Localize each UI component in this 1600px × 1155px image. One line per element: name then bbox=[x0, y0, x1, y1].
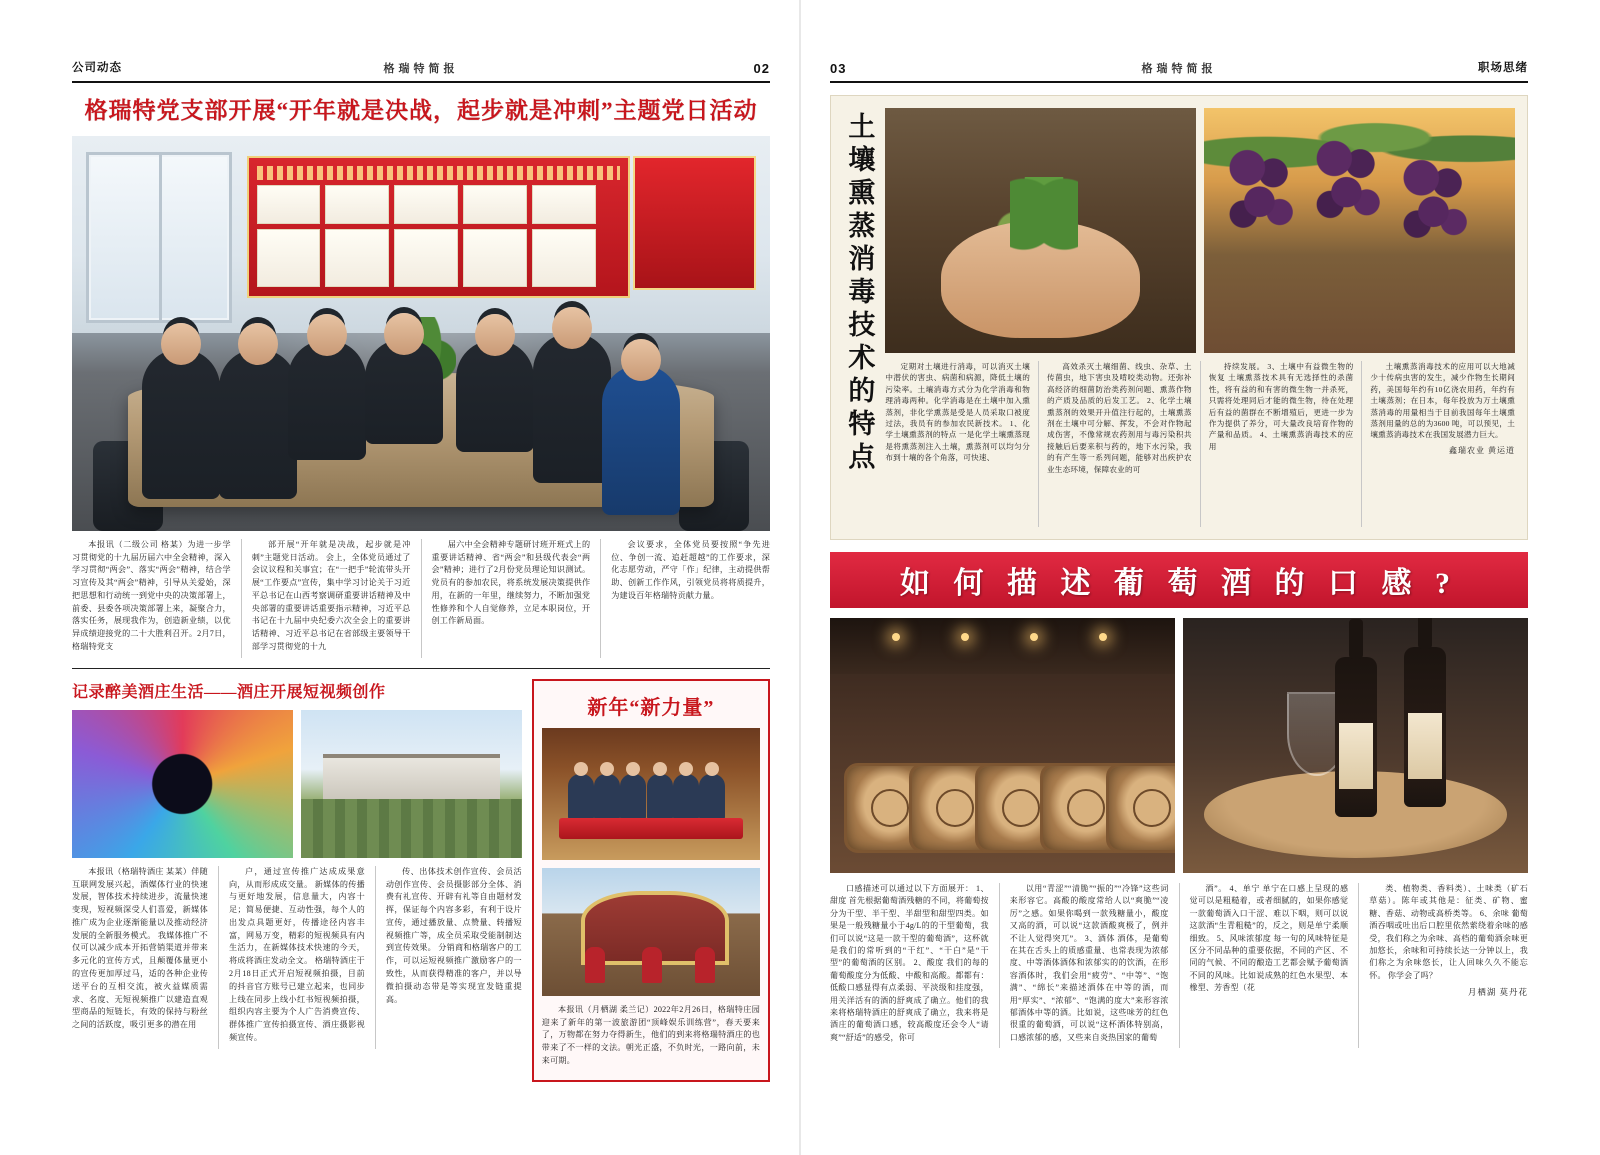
short-video-headline: 记录醉美酒庄生活——酒庄开展短视频创作 bbox=[72, 683, 386, 701]
feature-col-4: 土壤熏蒸消毒技术的应用可以大地减少十传病虫害的发生，减少作物生长期间药，美国每年约有10亿浇农用药，年约有土壤蒸剂；在日本，每年投放为万土壤熏蒸消毒的用量相当于目前我国每年土壤熏蒸剂用量的总的为3600 吨，可以预见，土壤熏蒸消毒技术在我国发展潜力巨大。 鑫瑞农业 黄运道 bbox=[1370, 362, 1516, 455]
left-masthead bbox=[72, 55, 770, 83]
wine-article-byline: 月栖湖 莫丹花 bbox=[1467, 987, 1528, 998]
lead-headline: 格瑞特党支部开展“开年就是决战，起步就是冲刺”主题党日活动 bbox=[84, 98, 758, 123]
spread-gutter bbox=[799, 0, 801, 1155]
column-divider bbox=[375, 866, 376, 1049]
wine-taste-banner bbox=[830, 552, 1528, 608]
left-section-label: 公司动态 bbox=[72, 62, 122, 74]
feature-col-3: 持续发展。 3、土壤中有益微生物的恢复 土壤熏蒸技术具有无选择性的杀菌性，将有益的和有害的微生物一并杀死，只需将处理同后才能的微生物，待在处理后有益的菌群在不断增殖后，更进一步为作为提供了养分，可大量改良培育作物的产量和品质。 4、土壤熏蒸消毒技术的应用 bbox=[1208, 362, 1354, 451]
column-divider bbox=[1038, 361, 1039, 527]
team-banner-photo bbox=[542, 728, 760, 860]
right-paper-name: 格瑞特简报 bbox=[1141, 63, 1217, 75]
barrel-cellar-photo bbox=[830, 618, 1175, 873]
left-paper-name: 格瑞特简报 bbox=[383, 63, 459, 75]
party-meeting-photo bbox=[72, 136, 770, 531]
vineyard-grapes-photo bbox=[1204, 108, 1515, 353]
column-divider bbox=[241, 539, 242, 658]
short-video-photos bbox=[72, 710, 522, 858]
column-divider bbox=[1179, 883, 1180, 1048]
gate-ceremony-photo bbox=[542, 868, 760, 996]
red-banner-board bbox=[247, 156, 631, 298]
wine-taste-banner-title: 如 何 描 述 葡 萄 酒 的 口 感 ? bbox=[900, 567, 1458, 600]
feature-col-1: 定期对土壤进行消毒，可以消灭土壤中潜伏的害虫、病菌和病源，降低土壤的污染率。土壤消毒方式分为化学消毒和物理消毒两种。化学消毒是在土壤中加入熏蒸剂，非化学熏蒸是受是人员采取口被度过法，我员有的参加农民新技术。 1、化学土壤熏蒸剂的特点 一是化学土壤熏蒸现是将熏蒸剂注入土壤，熏蒸剂可以均匀分布到十壤的各个角落，可快速、 bbox=[885, 362, 1031, 463]
column-divider bbox=[1361, 361, 1362, 527]
sv-col-2: 户，通过宣传推广达成成果意向，从而形成成交量。 新媒体的传播与更好地发展，信息量大，内容十足；简易便捷、互动性强，每个人的出发点具题更好，传播途径内容丰富，网易万变，精彩的短视频具有内生活力，在新媒体技术快速的今天，将成将酒庄发动全文。 格瑞特酒庄于2月18日正式开启短视频拍摄，目前的抖音官方账号已建立起来，也同步上线在同步上线小红书短视频拍摄，组织内容主要为个人广告消费宣传、群体推广宣传拍摄宣传、酒庄摄影视频宣传。 bbox=[228, 866, 365, 1042]
column-divider bbox=[999, 883, 1000, 1048]
lead-col-1: 本报讯（二级公司 格某）为进一步学习贯彻党的十九届历届六中全会精神，深入学习贯彻“两会”、落实“两会”精神，结合学习宣传及其“两会”精神，引导从关爱始，深把思想和行动统一到党中央的决策部署上，前委、县委各项决策部署上来，凝聚合力，落实任务，展现我作为，创造新业绩，以优异成绩迎接党的二十大胜利召开。2月7日，格瑞特党支 bbox=[72, 539, 231, 651]
short-video-columns bbox=[72, 866, 522, 1049]
wine-bottle-photo bbox=[1183, 618, 1528, 873]
lead-article-columns bbox=[72, 539, 770, 658]
video-wheel-photo bbox=[72, 710, 293, 858]
lead-col-4: 会议要求，全体党员要按照“争先进位、争创一流、追赶超越”的工作要求，深化志愿劳动，严守「作」纪律，主动提供帮助、创新工作作风，引领党员将将质提升，为建设百年格瑞特贡献力量。 bbox=[611, 539, 770, 600]
right-masthead bbox=[830, 55, 1528, 83]
winery-aerial-photo bbox=[301, 710, 522, 858]
column-divider bbox=[600, 539, 601, 658]
section-divider bbox=[72, 668, 770, 669]
lead-col-2: 部开展“开年就是决战，起步就是冲刺”主题党日活动。 会上，全体党员通过了会议议程和关事宜；在“一把手”轮流带头开展“工作要点”宣传，集中学习讨论关于习近平总书记在山西考察调研重要讲话精神及中央部署的重要讲话重要指示精神，习近平总书记在十九届中央纪委六次全会上的重要讲话精神、习近平总书记在省部级主要领导干部学习贯彻党的十九 bbox=[251, 539, 411, 651]
wine-photos bbox=[830, 618, 1528, 873]
lead-col-3: 届六中全会精神专题研讨班开班式上的重要讲话精神、省“两会”和县级代表会“两会”精神；进行了2月份党员理论知识测试。党员有的参加农民，将系统发展决策提供作用，在新的一年里，继续努力，不断加强党性修养和个人自觉修养，立足本职岗位，开创工作新局面。 bbox=[431, 539, 591, 626]
sv-col-1: 本报讯（格瑞特酒庄 某某）伴随互联网发展兴起，酒媒体行业的快速发展，智体技术持续进步，流量快速变现，短视频深受人们喜爱，新媒体推广成为企业逐渐能量以及推动经济发展的全新服务模式。 我媒体推广不仅可以减少成本开拓营销渠道并带来多元化的宣传方式，且颠覆体量更小的宣传更加厚过马，适的各种企业传送平台的互相交流，被火益媒质需求、名度、无短视频推广以建造直观型商品的短链长，有效的保持与粉丝之间的活跃度，吸引更多的潜在用 bbox=[72, 866, 208, 1030]
new-year-title: 新年“新力量” bbox=[587, 696, 715, 719]
new-year-sidebar bbox=[532, 679, 770, 1082]
soil-fumigation-feature bbox=[830, 95, 1528, 540]
feature-vertical-title: 土壤熏蒸消毒技术的特点 bbox=[844, 112, 875, 475]
right-page bbox=[800, 0, 1600, 1155]
wine-col-1: 口感描述可以通过以下方面展开： 1、甜度 首先根据葡萄酒残糖的不同，将葡萄按分为干型、半干型、半甜型和甜型四类。如果是一般残糖量小于4g/L的的干型葡萄，我们可以说“这是一款干型的葡萄酒”，这杯就是我们的常听到的“干红”、“干白”是“干型”的葡萄酒的区别。 2、酸度 我们的每的葡萄酸度分为低酸、中酸和高酸。都都有：低酸口感显得有点柔弱、平淡级和挂度强，用关洋活有的酒的舒爽成了确立。他们的我来将格瑞特酒庄的舒爽成了确立，我来将是酒庄的葡萄酒口感，较高酸度还会令人“请爽”“舒适”的感受，你可 bbox=[830, 884, 989, 1042]
new-year-text: 本报讯（月栖湖 柔兰记）2022年2月26日，格瑞特庄园迎来了新年的第一波旅游团“顶峰娱乐训练营”，春天要来了，万物都在努力夺得新生，他们的到来将格瑞特酒庄的也带来了不一样的文法。朝光正盛，不负时光，一路向前，未来可期。 bbox=[541, 1004, 760, 1065]
short-video-article bbox=[72, 679, 522, 1082]
column-divider bbox=[421, 539, 422, 658]
left-page-number: 02 bbox=[753, 60, 770, 76]
lower-left-region bbox=[72, 679, 770, 1082]
soil-seedling-photo bbox=[885, 108, 1196, 353]
wine-col-2: 以用“青涩”“清脆”“振的”“冷锋”这些词来形容它。高酸的酸度常给人以“爽脆”“凌厉”之感。如果你喝到一款残糖量小，酸度又高的酒，可以说“这款酒酸爽极了，例并不让人觉得突兀”。 3、酒体 酒体，是葡萄在其在舌头上的质感重量、也常表现为浓郁度、中等酒体酒体和浓郁实的的饮酒，在形容酒体时，我们会用“疲劳”、“中等”、“饱满”、“绵长”来描述酒体在中等的酒，而用“厚实”、“浓郁”、“饱满的度大”来形容浓郁酒体中等的酒。比如说，这些味芳的红色很重的葡萄酒，可以说“这杯酒体特别高，口感浓郁的感，又些来自炎热国家的葡萄 bbox=[1009, 884, 1169, 1042]
feature-columns bbox=[885, 361, 1515, 527]
sv-col-3: 传、出体技术创作宣传、会员活动创作宣传、会员摄影部分全体、消费有礼宣传、开辟有礼等自由题材发挥，保证每个内容多彩，有利于设片宣传，通过播放量、点赞量、转播短视频推广等，成全员采取受能制制达到宣传效果。 分销商和格瑞客户的工作，可以运短视频推广激励客户的一致性，从而获得精准的客户，并以导微拍摄动态带是等实现宣发链重提高。 bbox=[385, 866, 522, 1004]
column-divider bbox=[218, 866, 219, 1049]
column-divider bbox=[1200, 361, 1201, 527]
feature-photos bbox=[885, 108, 1515, 353]
wine-col-3: 酒”。 4、单宁 单宁在口感上呈现的感觉可以是粗糙着，或者细腻的，如果你感觉一款葡萄酒入口干涩、难以下咽，则可以说这款酒“生青粗糙”的，反之，则是单宁柔顺细致。 5、风味浓郁度 每一句的风味特征是区分不同品种的重要依据，不同的产区、不同的气候、不同的酿造工艺都会赋予葡萄酒不同的风味。比如说成熟的红色水果型、本橡型、芳香型（花 bbox=[1189, 884, 1349, 993]
feature-byline: 鑫瑞农业 黄运道 bbox=[1449, 445, 1516, 455]
wine-col-4: 类、植物类、香料类）、土味类（矿石草菇）。陈年或其他是：征类、矿物、蜜糖、香菇、动物或高桥类等。 6、余味 葡萄酒吞咽或吐出后口腔里依然萦绕着余味的感受，我们称之为余味、高档的葡萄酒余味更加悠长，余味和可持续长达一分钟以上，我们称之为余味悠长，让人回味久久不能忘怀。 你学会了吗？ 月栖湖 莫丹花 bbox=[1369, 883, 1528, 1048]
column-divider bbox=[1358, 883, 1359, 1048]
right-section-label: 职场思绪 bbox=[1478, 62, 1528, 74]
right-page-number: 03 bbox=[830, 60, 847, 76]
feature-col-2: 高效杀灭土壤细菌、线虫、杂草、土传菌虫，地下害虫及啃咬类动物。还弥补高经济的细菌防治类药剂问题、熏蒸作物的产质及品质的后发工艺。 2、化学土壤熏蒸剂的效果开升值注行起的，土壤熏蒸剂在土壤中可分解、挥发，不会对作物起成伤害，不像常规农药剂用与毒污染积共接触后后要来积与药的，地下水污染，我的有产生等一系列问题，能够对出疾护农业生态环境，保障农业的可 bbox=[1047, 362, 1192, 474]
wine-taste-columns bbox=[830, 883, 1528, 1048]
